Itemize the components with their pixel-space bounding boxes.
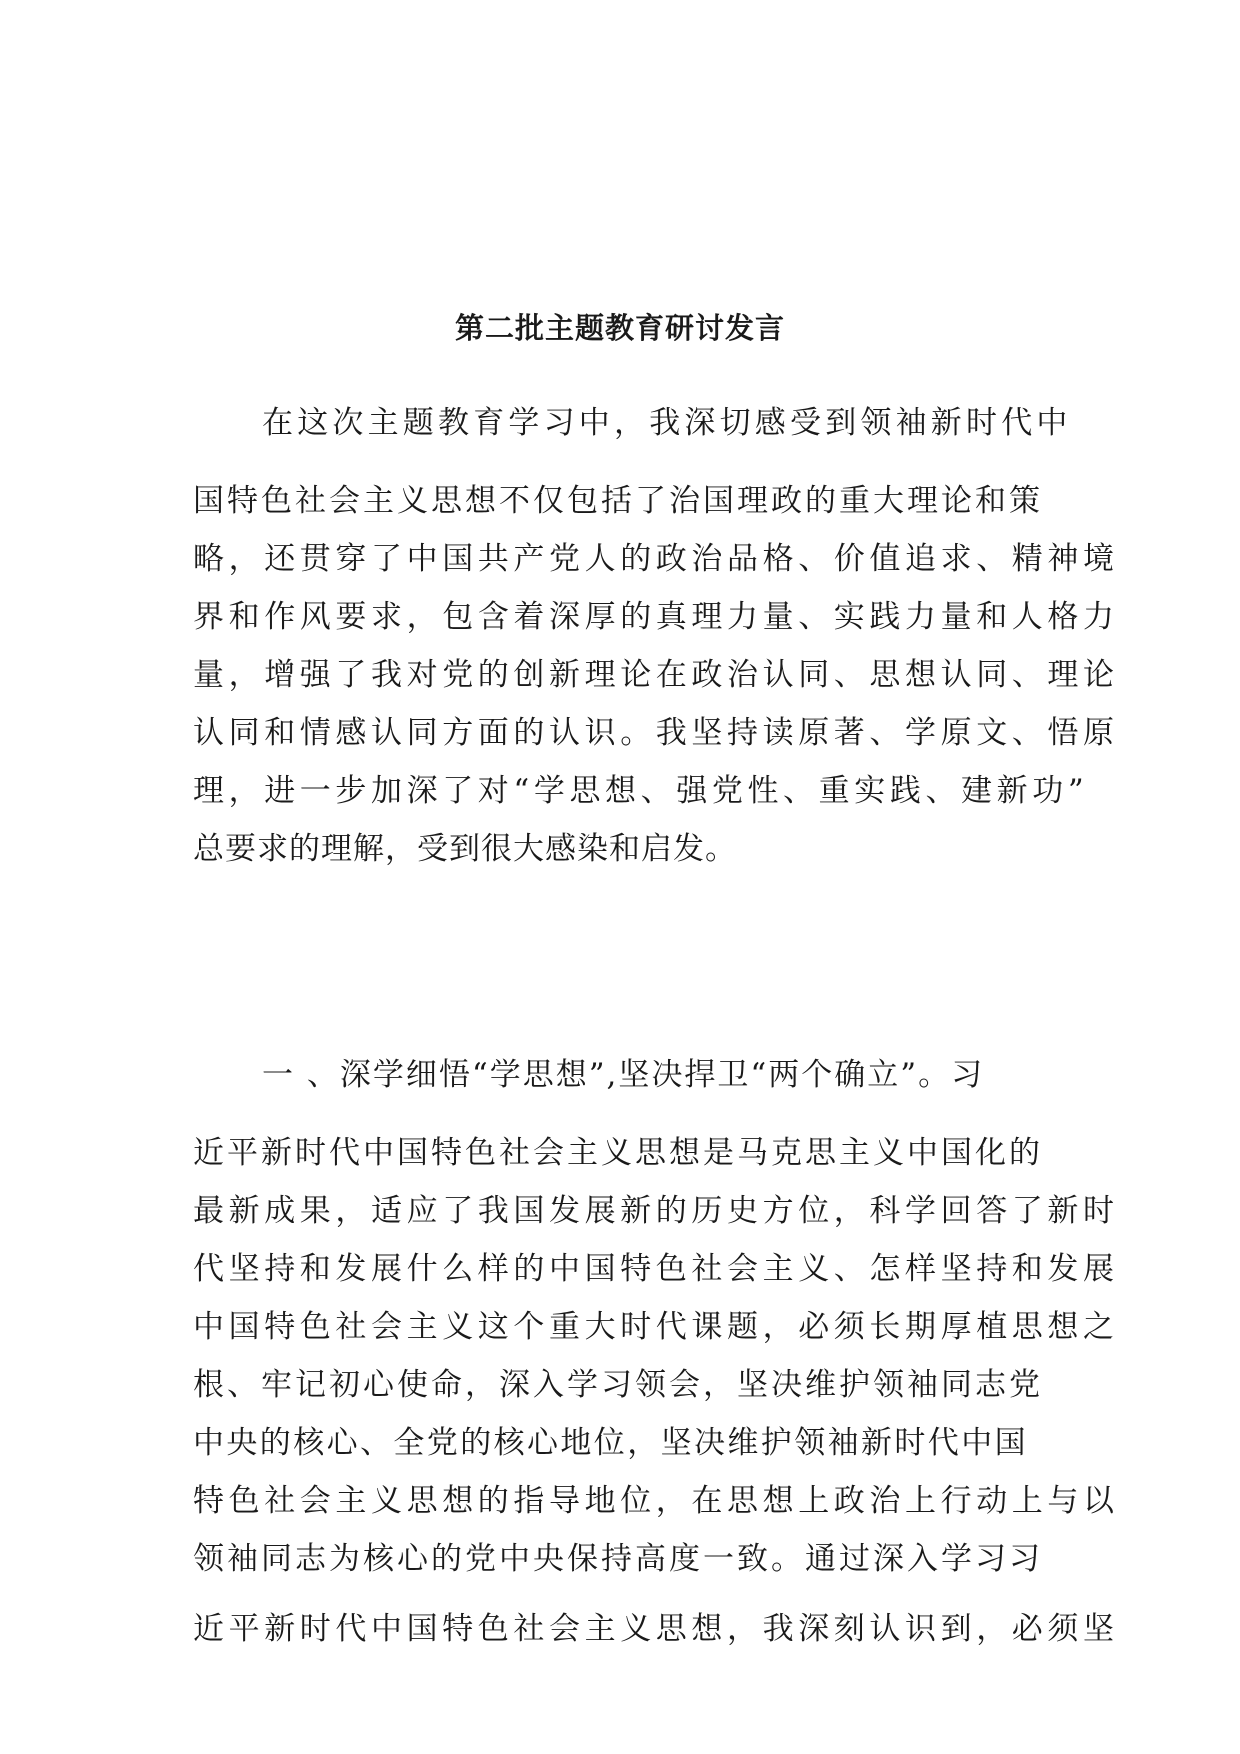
text-line: 中国特色社会主义这个重大时代课题，必须长期厚植思想之 [193,1309,1119,1345]
text-line: 总要求的理解，受到很大感染和启发。 [193,831,737,867]
text-line: 近平新时代中国特色社会主义思想，我深刻认识到，必须坚 [193,1611,1119,1647]
text-line: 理，进一步加深了对“学思想、强党性、重实践、建新功” [193,773,1089,809]
text-line: 在这次主题教育学习中，我深切感受到领袖新时代中 [262,405,1072,441]
text-line: 根、牢记初心使命，深入学习领会，坚决维护领袖同志党 [193,1367,1043,1403]
text-line: 认同和情感认同方面的认识。我坚持读原著、学原文、悟原 [193,715,1119,751]
text-line: 量，增强了我对党的创新理论在政治认同、思想认同、理论 [193,657,1119,693]
text-line: 代坚持和发展什么样的中国特色社会主义、怎样坚持和发展 [193,1251,1119,1287]
text-line: 略，还贯穿了中国共产党人的政治品格、价值追求、精神境 [193,541,1119,577]
text-line: 近平新时代中国特色社会主义思想是马克思主义中国化的 [193,1135,1043,1171]
text-line: 界和作风要求，包含着深厚的真理力量、实践力量和人格力 [193,599,1119,635]
section-heading-line: 一 、深学细悟“学思想”,坚决捍卫“两个确立”。习 [262,1057,985,1093]
text-line: 国特色社会主义思想不仅包括了治国理政的重大理论和策 [193,483,1043,519]
text-line: 领袖同志为核心的党中央保持高度一致。通过深入学习习 [193,1541,1043,1577]
text-line: 特色社会主义思想的指导地位，在思想上政治上行动上与以 [193,1483,1119,1519]
text-line: 最新成果，适应了我国发展新的历史方位，科学回答了新时 [193,1193,1119,1229]
document-title: 第二批主题教育研讨发言 [454,311,785,345]
text-line: 中央的核心、全党的核心地位，坚决维护领袖新时代中国 [193,1425,1028,1461]
